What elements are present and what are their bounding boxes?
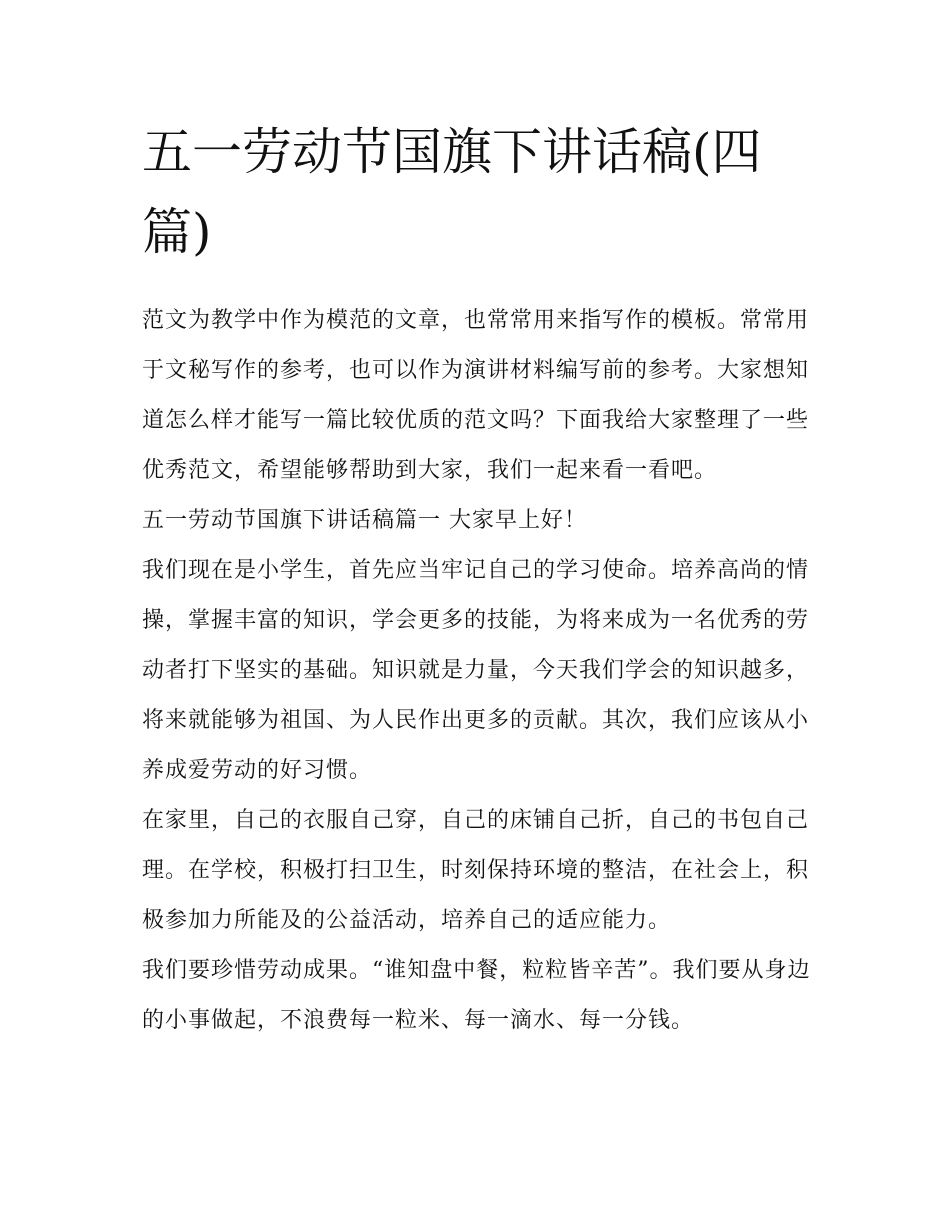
body-paragraph: 在家里，自己的衣服自己穿，自己的床铺自己折，自己的书包自己理。在学校，积极打扫卫生，时刻保持环境的整洁，在社会上，积极参加力所能及的公益活动，培养自己的适应能力。 (142, 808, 810, 933)
intro-paragraph: 范文为教学中作为模范的文章，也常常用来指写作的模板。常常用于文秘写作的参考，也可以作为演讲材料编写前的参考。大家想知道怎么样才能写一篇比较优质的范文吗？下面我给大家整理了一些优秀范文，希望能够帮助到大家，我们一起来看一看吧。 (142, 308, 810, 483)
document-page (142, 112, 814, 1046)
document-title: 五一劳动节国旗下讲话稿(四篇) (142, 123, 762, 261)
body-paragraph: 我们要珍惜劳动成果。“谁知盘中餐，粒粒皆辛苦”。我们要从身边的小事做起，不浪费每一粒米、每一滴水、每一分钱。 (142, 958, 811, 1033)
body-paragraph: 我们现在是小学生，首先应当牢记自己的学习使命。培养高尚的情操，掌握丰富的知识，学会更多的技能，为将来成为一名优秀的劳动者打下坚实的基础。知识就是力量，今天我们学会的知识越多，将来就能够为祖国、为人民作出更多的贡献。其次，我们应该从小养成爱劳动的好习惯。 (142, 558, 810, 783)
section-heading-paragraph: 五一劳动节国旗下讲话稿篇一 大家早上好！ (142, 508, 587, 533)
